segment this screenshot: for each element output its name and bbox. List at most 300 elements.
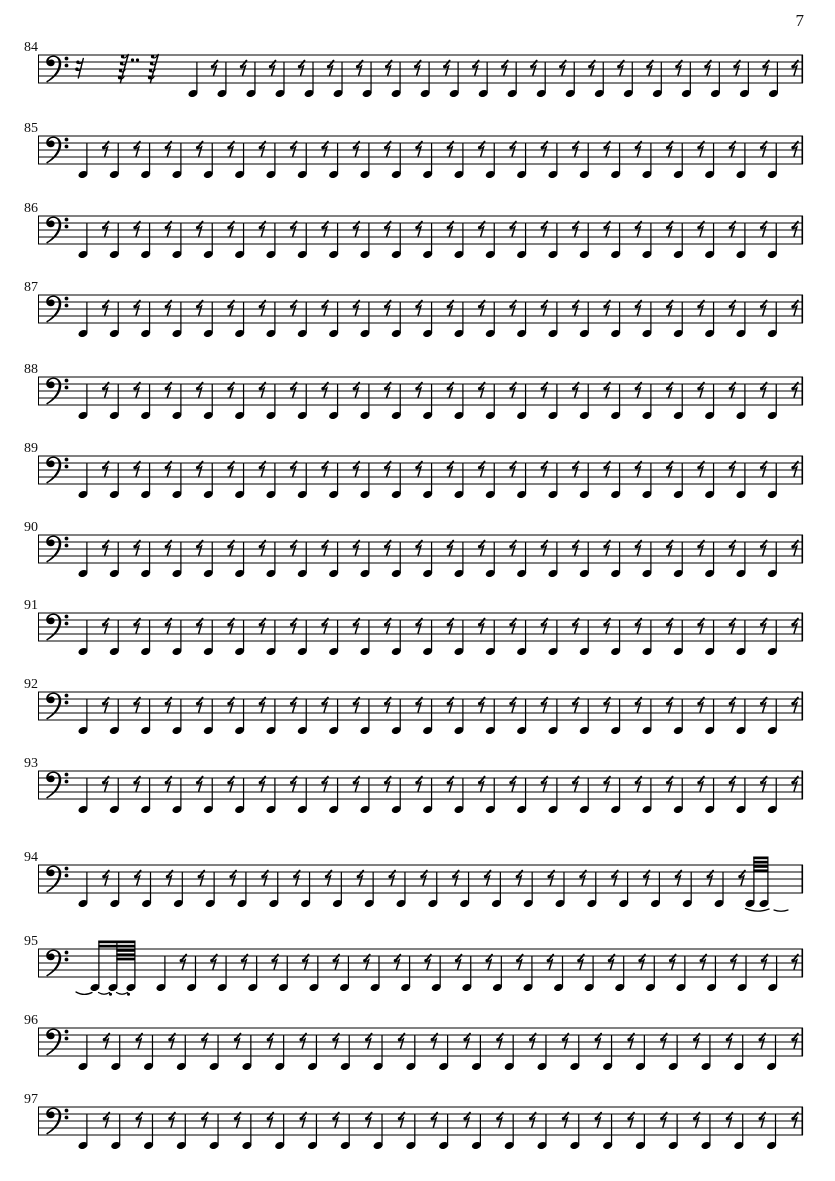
note-glyph xyxy=(373,1115,384,1151)
eighth-rest-glyph xyxy=(509,142,516,156)
eighth-rest-glyph xyxy=(290,383,297,397)
note-glyph xyxy=(339,957,350,993)
eighth-rest-glyph xyxy=(496,1034,503,1048)
note-glyph xyxy=(140,779,151,815)
eighth-rest-glyph xyxy=(353,301,360,315)
note-glyph xyxy=(391,63,402,99)
eighth-rest-glyph xyxy=(431,1113,438,1127)
eighth-rest-glyph xyxy=(102,142,109,156)
eighth-rest-glyph xyxy=(660,1034,667,1048)
eighth-rest-glyph xyxy=(398,1113,405,1127)
eighth-rest-glyph xyxy=(353,142,360,156)
note-glyph xyxy=(307,1036,318,1072)
eighth-rest-glyph xyxy=(572,462,579,476)
note-glyph xyxy=(171,385,182,421)
note-glyph xyxy=(359,464,370,500)
note-glyph xyxy=(547,621,558,657)
note-glyph xyxy=(516,464,527,500)
note-glyph xyxy=(171,779,182,815)
eighth-rest-glyph xyxy=(180,955,187,969)
eighth-rest-glyph xyxy=(227,301,234,315)
note-glyph xyxy=(675,957,686,993)
note-glyph xyxy=(328,224,339,260)
eighth-rest-glyph xyxy=(415,777,422,791)
note-glyph xyxy=(109,779,120,815)
eighth-rest-glyph xyxy=(729,222,736,236)
note-glyph xyxy=(265,543,276,579)
eighth-rest-glyph xyxy=(791,955,798,969)
note-glyph xyxy=(203,144,214,180)
staff-lines xyxy=(38,865,803,893)
note-glyph xyxy=(485,144,496,180)
eighth-rest-glyph xyxy=(541,698,548,712)
eighth-rest-glyph xyxy=(415,301,422,315)
eighth-rest-glyph xyxy=(210,955,217,969)
page-number: 7 xyxy=(795,11,804,30)
note-glyph xyxy=(767,224,778,260)
eighth-rest-glyph xyxy=(595,1034,602,1048)
eighth-rest-glyph xyxy=(697,142,704,156)
note-glyph xyxy=(610,144,621,180)
note-glyph xyxy=(610,779,621,815)
note-glyph xyxy=(579,144,590,180)
note-glyph xyxy=(579,464,590,500)
eighth-rest-glyph xyxy=(293,871,300,885)
eighth-rest-glyph xyxy=(608,955,615,969)
system-95 xyxy=(0,924,835,1014)
note-glyph xyxy=(203,464,214,500)
note-glyph xyxy=(332,873,343,909)
note-glyph xyxy=(422,700,433,736)
eighth-rest-glyph xyxy=(415,142,422,156)
eighth-rest-glyph xyxy=(572,619,579,633)
note-glyph xyxy=(391,224,402,260)
eighth-rest-glyph xyxy=(603,301,610,315)
eighth-rest-glyph xyxy=(415,383,422,397)
eighth-rest-glyph xyxy=(666,777,673,791)
note-glyph xyxy=(359,621,370,657)
eighth-rest-glyph xyxy=(635,301,642,315)
eighth-rest-glyph xyxy=(135,1113,142,1127)
note-glyph xyxy=(650,873,661,909)
eighth-rest-glyph xyxy=(133,142,140,156)
note-glyph xyxy=(431,957,442,993)
eighth-rest-glyph xyxy=(102,462,109,476)
note-glyph xyxy=(307,1115,318,1151)
note-glyph xyxy=(635,1036,646,1072)
note-glyph xyxy=(547,385,558,421)
note-glyph xyxy=(203,700,214,736)
eighth-rest-glyph xyxy=(333,955,340,969)
note-glyph xyxy=(140,700,151,736)
note-glyph xyxy=(171,144,182,180)
eighth-rest-glyph xyxy=(385,61,392,75)
note-glyph xyxy=(77,543,88,579)
eighth-rest-glyph xyxy=(729,462,736,476)
eighth-rest-glyph xyxy=(234,1034,241,1048)
eighth-rest-glyph xyxy=(760,619,767,633)
eighth-rest-glyph xyxy=(509,777,516,791)
eighth-rest-glyph xyxy=(572,698,579,712)
eighth-rest-glyph xyxy=(447,777,454,791)
note-glyph xyxy=(704,700,715,736)
note-glyph xyxy=(485,385,496,421)
note-glyph xyxy=(422,464,433,500)
note-glyph xyxy=(422,779,433,815)
eighth-rest-glyph xyxy=(302,955,309,969)
note-glyph xyxy=(297,779,308,815)
eighth-rest-glyph xyxy=(447,619,454,633)
note-glyph xyxy=(109,621,120,657)
eighth-rest-glyph xyxy=(635,619,642,633)
eighth-rest-glyph xyxy=(572,383,579,397)
eighth-rest-glyph xyxy=(760,142,767,156)
note-glyph xyxy=(205,873,216,909)
note-glyph xyxy=(297,700,308,736)
note-glyph xyxy=(673,621,684,657)
note-glyph xyxy=(340,1115,351,1151)
eighth-rest-glyph xyxy=(697,383,704,397)
eighth-rest-glyph xyxy=(478,541,485,555)
eighth-rest-glyph xyxy=(134,871,141,885)
eighth-rest-glyph xyxy=(166,871,173,885)
eighth-rest-glyph xyxy=(165,142,172,156)
eighth-rest-glyph xyxy=(729,142,736,156)
note-glyph xyxy=(391,303,402,339)
eighth-rest-glyph xyxy=(603,777,610,791)
note-glyph xyxy=(241,1036,252,1072)
note-glyph xyxy=(768,63,779,99)
note-glyph xyxy=(471,1036,482,1072)
eighth-rest-glyph xyxy=(541,301,548,315)
eighth-rest-glyph xyxy=(638,955,645,969)
note-glyph xyxy=(453,464,464,500)
eighth-rest-glyph xyxy=(327,61,334,75)
eighth-rest-glyph xyxy=(133,222,140,236)
eighth-rest-glyph xyxy=(353,698,360,712)
eighth-rest-glyph xyxy=(353,541,360,555)
eighth-rest-glyph xyxy=(541,619,548,633)
eighth-rest-glyph xyxy=(415,698,422,712)
note-glyph xyxy=(274,1036,285,1072)
eighth-rest-glyph xyxy=(666,698,673,712)
eighth-rest-glyph xyxy=(603,462,610,476)
note-glyph xyxy=(265,385,276,421)
note-glyph xyxy=(77,1115,88,1151)
sixteenth-rest-glyph xyxy=(75,59,83,79)
note-glyph xyxy=(641,303,652,339)
eighth-rest-glyph xyxy=(271,955,278,969)
note-glyph xyxy=(485,224,496,260)
tremolo-beam xyxy=(98,945,134,948)
eighth-rest-glyph xyxy=(791,1113,798,1127)
eighth-rest-glyph xyxy=(603,541,610,555)
eighth-rest-glyph xyxy=(572,301,579,315)
note-glyph xyxy=(579,543,590,579)
eighth-rest-glyph xyxy=(496,1113,503,1127)
system-number: 85 xyxy=(24,121,38,136)
note-glyph xyxy=(141,873,152,909)
note-glyph xyxy=(275,63,286,99)
system-97 xyxy=(0,1082,835,1172)
note-glyph xyxy=(536,63,547,99)
note-glyph xyxy=(471,1115,482,1151)
note-glyph xyxy=(265,621,276,657)
eighth-rest-glyph xyxy=(761,955,768,969)
note-glyph xyxy=(359,144,370,180)
eighth-rest-glyph xyxy=(196,222,203,236)
note-glyph xyxy=(485,700,496,736)
eighth-rest-glyph xyxy=(447,462,454,476)
eighth-rest-glyph xyxy=(447,383,454,397)
eighth-rest-glyph xyxy=(102,698,109,712)
eighth-rest-glyph xyxy=(415,619,422,633)
note-glyph xyxy=(478,63,489,99)
eighth-rest-glyph xyxy=(102,301,109,315)
eighth-rest-glyph xyxy=(133,462,140,476)
note-glyph xyxy=(400,957,411,993)
note-glyph xyxy=(359,700,370,736)
note-glyph xyxy=(610,385,621,421)
note-glyph xyxy=(704,464,715,500)
eighth-rest-glyph xyxy=(290,301,297,315)
eighth-rest-glyph xyxy=(353,619,360,633)
note-glyph xyxy=(610,543,621,579)
eighth-rest-glyph xyxy=(165,383,172,397)
eighth-rest-glyph xyxy=(760,777,767,791)
note-glyph xyxy=(216,63,227,99)
eighth-rest-glyph xyxy=(259,541,266,555)
note-glyph xyxy=(618,873,629,909)
eighth-rest-glyph xyxy=(572,222,579,236)
note-glyph xyxy=(547,779,558,815)
eighth-rest-glyph xyxy=(290,698,297,712)
note-glyph xyxy=(569,1036,580,1072)
eighth-rest-glyph xyxy=(227,541,234,555)
note-glyph xyxy=(241,1115,252,1151)
note-glyph xyxy=(109,873,120,909)
note-glyph xyxy=(594,63,605,99)
note-glyph xyxy=(234,303,245,339)
note-glyph xyxy=(523,873,534,909)
eighth-rest-glyph xyxy=(384,462,391,476)
eighth-rest-glyph xyxy=(259,777,266,791)
note-glyph xyxy=(245,63,256,99)
note-glyph xyxy=(438,1036,449,1072)
eighth-rest-glyph xyxy=(666,619,673,633)
eighth-rest-glyph xyxy=(420,871,427,885)
eighth-rest-glyph xyxy=(196,301,203,315)
note-glyph xyxy=(579,621,590,657)
eighth-rest-glyph xyxy=(791,301,798,315)
eighth-rest-glyph xyxy=(516,871,523,885)
note-glyph xyxy=(485,464,496,500)
note-glyph xyxy=(328,621,339,657)
eighth-rest-glyph xyxy=(509,698,516,712)
eighth-rest-glyph xyxy=(541,777,548,791)
note-glyph xyxy=(77,224,88,260)
note-glyph xyxy=(737,957,748,993)
note-glyph xyxy=(516,303,527,339)
note-glyph xyxy=(565,63,576,99)
note-glyph xyxy=(422,385,433,421)
note-glyph xyxy=(274,1115,285,1151)
note-glyph xyxy=(610,303,621,339)
eighth-rest-glyph xyxy=(398,1034,405,1048)
eighth-rest-glyph xyxy=(675,871,682,885)
eighth-rest-glyph xyxy=(760,383,767,397)
eighth-rest-glyph xyxy=(388,871,395,885)
eighth-rest-glyph xyxy=(365,1113,372,1127)
eighth-rest-glyph xyxy=(547,871,554,885)
note-glyph xyxy=(109,224,120,260)
system-96 xyxy=(0,1003,835,1093)
note-glyph xyxy=(507,63,518,99)
note-glyph xyxy=(422,303,433,339)
note-glyph xyxy=(234,464,245,500)
eighth-rest-glyph xyxy=(572,142,579,156)
eighth-rest-glyph xyxy=(697,619,704,633)
note-glyph xyxy=(203,621,214,657)
eighth-rest-glyph xyxy=(611,871,618,885)
eighth-rest-glyph xyxy=(384,383,391,397)
eighth-rest-glyph xyxy=(760,698,767,712)
eighth-rest-glyph xyxy=(547,955,554,969)
eighth-rest-glyph xyxy=(646,61,653,75)
note-glyph xyxy=(579,779,590,815)
note-glyph xyxy=(140,543,151,579)
note-glyph xyxy=(217,957,228,993)
eighth-rest-glyph xyxy=(196,698,203,712)
eighth-rest-glyph xyxy=(729,541,736,555)
system-94 xyxy=(0,840,835,930)
eighth-rest-glyph xyxy=(168,1113,175,1127)
eighth-rest-glyph xyxy=(133,619,140,633)
note-glyph xyxy=(673,543,684,579)
note-glyph xyxy=(391,464,402,500)
note-glyph xyxy=(504,1036,515,1072)
eighth-rest-glyph xyxy=(365,1034,372,1048)
system-89 xyxy=(0,431,835,521)
note-glyph xyxy=(453,779,464,815)
note-glyph xyxy=(610,224,621,260)
note-glyph xyxy=(767,464,778,500)
system-85 xyxy=(0,111,835,201)
eighth-rest-glyph xyxy=(617,61,624,75)
eighth-rest-glyph xyxy=(759,1113,766,1127)
note-glyph xyxy=(547,543,558,579)
system-number: 84 xyxy=(24,40,38,55)
eighth-rest-glyph xyxy=(660,1113,667,1127)
eighth-rest-glyph xyxy=(227,142,234,156)
note-glyph xyxy=(735,385,746,421)
note-glyph xyxy=(641,779,652,815)
note-glyph xyxy=(536,1115,547,1151)
note-glyph xyxy=(110,1036,121,1072)
note-glyph xyxy=(485,543,496,579)
eighth-rest-glyph xyxy=(635,698,642,712)
note-glyph xyxy=(485,621,496,657)
eighth-rest-glyph xyxy=(394,955,401,969)
eighth-rest-glyph xyxy=(478,142,485,156)
eighth-rest-glyph xyxy=(729,383,736,397)
note-glyph xyxy=(422,144,433,180)
eighth-rest-glyph xyxy=(562,1034,569,1048)
note-glyph xyxy=(536,1036,547,1072)
note-glyph xyxy=(143,1115,154,1151)
note-glyph xyxy=(704,621,715,657)
eighth-rest-glyph xyxy=(415,462,422,476)
system-84 xyxy=(0,30,835,120)
note-glyph xyxy=(268,873,279,909)
eighth-rest-glyph xyxy=(290,541,297,555)
note-glyph xyxy=(359,779,370,815)
note-glyph xyxy=(555,873,566,909)
note-glyph xyxy=(373,1036,384,1072)
note-glyph xyxy=(733,1115,744,1151)
note-glyph xyxy=(77,144,88,180)
eighth-rest-glyph xyxy=(384,777,391,791)
eighth-rest-glyph xyxy=(321,383,328,397)
note-glyph xyxy=(586,873,597,909)
eighth-rest-glyph xyxy=(529,1034,536,1048)
note-glyph xyxy=(297,464,308,500)
note-glyph xyxy=(516,224,527,260)
eighth-rest-glyph xyxy=(541,541,548,555)
note-glyph xyxy=(504,1115,515,1151)
eighth-rest-glyph xyxy=(603,142,610,156)
note-glyph xyxy=(453,621,464,657)
eighth-rest-glyph xyxy=(267,1113,274,1127)
eighth-rest-glyph xyxy=(447,301,454,315)
eighth-rest-glyph xyxy=(791,142,798,156)
note-glyph xyxy=(735,464,746,500)
tie-curve xyxy=(99,993,110,995)
eighth-rest-glyph xyxy=(353,383,360,397)
note-glyph xyxy=(391,543,402,579)
eighth-rest-glyph xyxy=(227,222,234,236)
eighth-rest-glyph xyxy=(241,955,248,969)
eighth-rest-glyph xyxy=(501,61,508,75)
eighth-rest-glyph xyxy=(321,541,328,555)
note-glyph xyxy=(767,385,778,421)
eighth-rest-glyph xyxy=(321,142,328,156)
note-glyph xyxy=(422,224,433,260)
eighth-rest-glyph xyxy=(791,777,798,791)
eighth-rest-glyph xyxy=(447,142,454,156)
note-glyph xyxy=(704,144,715,180)
note-glyph xyxy=(735,700,746,736)
note-glyph xyxy=(391,779,402,815)
note-glyph xyxy=(391,385,402,421)
system-number: 89 xyxy=(24,441,38,456)
note-glyph xyxy=(422,543,433,579)
eighth-rest-glyph xyxy=(738,871,745,885)
note-glyph xyxy=(77,303,88,339)
tremolo-beam xyxy=(753,857,768,860)
system-number: 97 xyxy=(24,1092,38,1107)
eighth-rest-glyph xyxy=(509,222,516,236)
note-glyph xyxy=(420,63,431,99)
eighth-rest-glyph xyxy=(729,619,736,633)
eighth-rest-glyph xyxy=(229,871,236,885)
system-90 xyxy=(0,510,835,600)
note-glyph xyxy=(614,957,625,993)
eighth-rest-glyph xyxy=(321,619,328,633)
note-glyph xyxy=(766,1036,777,1072)
eighth-rest-glyph xyxy=(325,871,332,885)
note-glyph xyxy=(641,464,652,500)
